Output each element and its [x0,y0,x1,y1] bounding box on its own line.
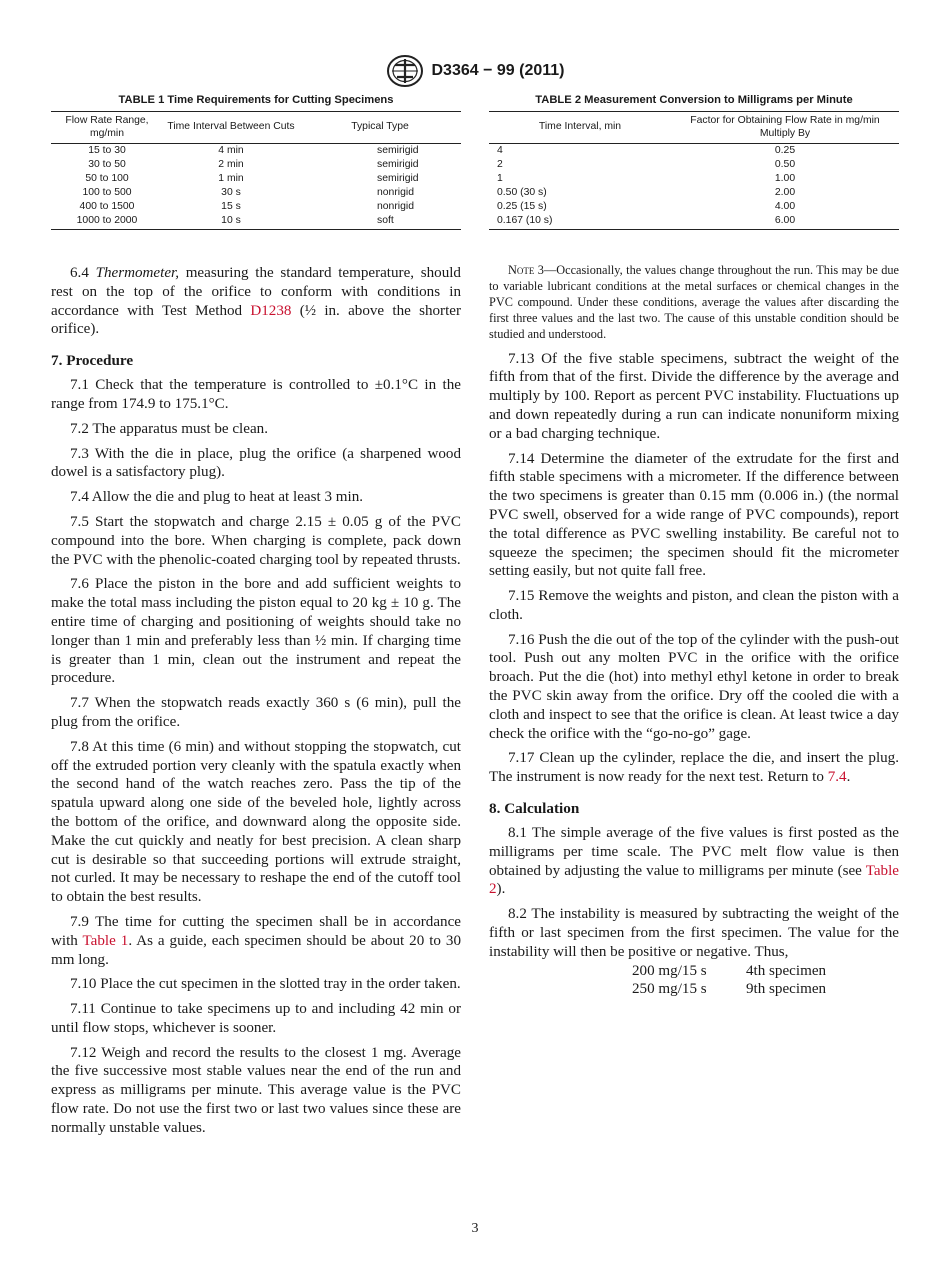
paragraph-text: (½ in. above the shorter orifice). [51,302,462,338]
note-label: Note 3 [508,263,544,277]
table2 [489,111,899,230]
paragraph-7-9 [51,913,461,969]
paragraph-7-5: 7.5 Start the stopwatch and charge 2.15 ± 0.05 g of the PVC compound into the bore. When charging is complete, pack down the PVC with the phenolic-coated charging tool by repeated thrusts. [51,513,461,568]
paragraph-7-2: 7.2 The apparatus must be clean. [70,420,268,437]
table1-header-cell: Flow Rate Range, mg/min [51,112,163,144]
page-number: 3 [471,1221,479,1236]
table-cell: 50 to 100 [85,173,129,184]
table-cell: semirigid [377,173,419,184]
section-heading-procedure: 7. Procedure [51,352,134,370]
calculation-label: 4th specimen [746,962,827,979]
paragraph-text: 8.1 The simple average of the five values is first posted as the milligrams per time scale. The PVC melt flow value is then obtained by adjusting the value to milligrams per minute (see [489,825,899,879]
table-cell: 1 min [218,173,244,184]
table-row [51,158,461,172]
calculation-value: 200 mg/15 s [632,962,707,979]
table-cell: 1.00 [774,173,796,184]
link-table-2[interactable]: Table 2 [489,862,899,898]
link-d1238[interactable]: D1238 [250,302,292,319]
paragraph-text: measuring the standard temperature, should rest on the top of the orifice to conform with conditions in accordance with Test Method [51,265,461,319]
table2-header-row [489,112,899,144]
table-row [489,144,899,159]
paragraph-text: 7.9 The time for cutting the specimen shall be in accordance with [51,913,461,949]
table-row [489,172,899,186]
left-column [51,92,461,1144]
table-row [489,214,899,230]
paragraph-text: . [846,769,851,786]
calculation-line [632,962,899,981]
table1-title: TABLE 1 Time Requirements for Cutting Specimens [118,94,394,106]
paragraph-7-4: 7.4 Allow the die and plug to heat at least 3 min. [70,489,364,506]
paragraph-8-2: 8.2 The instability is measured by subtracting the weight of the fifth or last specimen from the first specimen. The value for the instability will then be positive or negative. Thus, [489,906,899,960]
table-cell: 0.25 [774,145,796,156]
table1-header-row [51,112,461,144]
table1-header-cell: Time Interval Between Cuts [163,112,299,144]
table-row [51,144,461,159]
paragraph-7-8: 7.8 At this time (6 min) and without stopping the stopwatch, cut off the extruded portion very cleanly with the spatula exactly when the second hand of the watch reaches zero. Pass the tip of the spatula upward along one side of the beveled hole, lightly across the bottom of the orifice, and downward along the opposite side. Make the cut quickly and neatly for best precision. A clean sharp cut is desirable so that succeeding portions will extrude straight, not curled. It may be necessary to reshape the end of the cutoff tool to obtain the best results. [51,738,461,906]
table-cell: 1000 to 2000 [51,214,163,230]
table-cell: 30 s [221,187,241,198]
table2-header-cell: Time Interval, min [489,112,671,144]
calculation-value: 250 mg/15 s [632,981,707,998]
table-row [51,186,461,200]
table-cell: 0.50 [774,159,796,170]
table-row [489,200,899,214]
table-cell: semirigid [377,145,419,156]
table-cell: 2.00 [774,187,796,198]
paragraph-7-3: 7.3 With the die in place, plug the orifice (a sharpened wood dowel is a satisfactory plug). [51,445,461,481]
paragraph-7-7: 7.7 When the stopwatch reads exactly 360 s (6 min), pull the plug from the orifice. [51,695,461,730]
table2-title: TABLE 2 Measurement Conversion to Milligrams per Minute [535,94,853,106]
table-cell: nonrigid [377,187,414,198]
table-cell: 2 min [218,159,244,170]
paragraph-7-6: 7.6 Place the piston in the bore and add sufficient weights to make the total mass including the piston equal to 20 kg ± 10 g. The entire time of charging and positioning of weights should take no longer than 1 min and preferably less than ½ min. If charging time is greater than 1 min, clean out the instrument and repeat the procedure. [51,576,461,687]
calculation-label: 9th specimen [746,981,827,998]
table-cell: 4 [497,145,503,156]
table-cell: 6.00 [671,214,899,230]
page-header [0,54,950,88]
right-column [489,92,899,999]
table1-header-cell: Typical Type [299,112,461,144]
table-cell: soft [299,214,461,230]
paragraph-7-17 [489,749,899,787]
paragraph-7-11: 7.11 Continue to take specimens up to and including 42 min or until flow stops, whichever is sooner. [51,1001,461,1036]
astm-logo [386,54,424,88]
table-cell: 0.25 (15 s) [497,201,547,212]
paragraph-text: 7.17 Clean up the cylinder, replace the die, and insert the plug. The instrument is now ready for the next test. Return to [489,750,899,786]
table-cell: 100 to 500 [82,187,132,198]
table-cell: 0.167 (10 s) [489,214,671,230]
table1 [51,111,461,230]
paragraph-7-12: 7.12 Weigh and record the results to the closest 1 mg. Average the five successive most stable values near the end of the run and express as milligrams per minute. This average value is the PVC flow rate. Do not use the first two or last two values since these are normally unstable values. [51,1044,461,1136]
table-cell: 15 to 30 [88,145,126,156]
paragraph-text: ). [496,881,506,898]
note-3 [489,263,899,343]
paragraph-text: . As a guide, each specimen should be about 20 to 30 mm long. [51,932,461,968]
table-row [51,214,461,230]
paragraph-term: Thermometer, [95,265,179,281]
table2-header-cell: Factor for Obtaining Flow Rate in mg/min Multiply By [671,112,899,144]
table-row [51,200,461,214]
table-cell: 4 min [218,145,244,156]
table-cell: nonrigid [377,201,414,212]
table-cell: 0.50 (30 s) [497,187,547,198]
table-cell: 30 to 50 [88,159,126,170]
paragraph-8-1 [489,824,899,899]
link-table-1[interactable]: Table 1 [82,932,129,949]
table-cell: 400 to 1500 [79,201,135,212]
table-cell: 10 s [163,214,299,230]
section-heading-calculation: 8. Calculation [489,800,580,818]
paragraph-6-4 [51,264,461,339]
table-cell: 15 s [221,201,241,212]
calculation-line [632,980,899,999]
table-row [51,172,461,186]
paragraph-7-10: 7.10 Place the cut specimen in the slotted tray in the order taken. [70,976,461,993]
table-cell: 2 [497,159,503,170]
document-title: D3364 − 99 (2011) [431,62,565,79]
table-row [489,158,899,172]
link-7-4[interactable]: 7.4 [827,769,847,786]
table-row [489,186,899,200]
table-cell: semirigid [377,159,419,170]
paragraph-7-14: 7.14 Determine the diameter of the extrudate for the first and fifth stable specimens with a micrometer. If the difference between the two specimens is greater than 0.15 mm (0.006 in.) (the normal PVC swell, observed for a wide range of PVC compounds), report the total difference as PVC swelling instability. Be careful not to squeeze the specimen; the specimen should fit the micrometer setting easily, but not quite fall free. [489,450,899,580]
paragraph-number: 6.4 [70,265,89,281]
paragraph-7-16: 7.16 Push the die out of the top of the cylinder with the push-out tool. Push out any molten PVC in the orifice with the orifice broach. Put the die (hot) into methyl ethyl ketone in order to break the PVC skin away from the orifice. Dry off the cooled die with a cloth and inspect to see that the orifice is clean. At least twice a day check the orifice with the “go-no-go” gage. [489,631,899,742]
paragraph-7-13: 7.13 Of the five stable specimens, subtract the weight of the fifth from that of the first. Divide the difference by the average and multiply by 100. Report as percent PVC instability. Fluctuations up and down repeatedly during a run can indicate nonuniform mixing or a bad charging technique. [489,350,899,442]
table-cell: 1 [497,173,503,184]
paragraph-7-15: 7.15 Remove the weights and piston, and clean the piston with a cloth. [489,588,899,623]
calculation-example [632,962,899,1000]
table-cell: 4.00 [774,201,796,212]
paragraph-7-1: 7.1 Check that the temperature is controlled to ±0.1°C in the range from 174.9 to 175.1°C. [51,377,461,412]
note-text: —Occasionally, the values change throughout the run. This may be due to variable lubricant conditions at the metal surfaces or chemical changes in the PVC compound. Under these conditions, average the values after discarding the first three values and the last two. The cause of this unstable condition should be studied and understood. [489,263,899,341]
